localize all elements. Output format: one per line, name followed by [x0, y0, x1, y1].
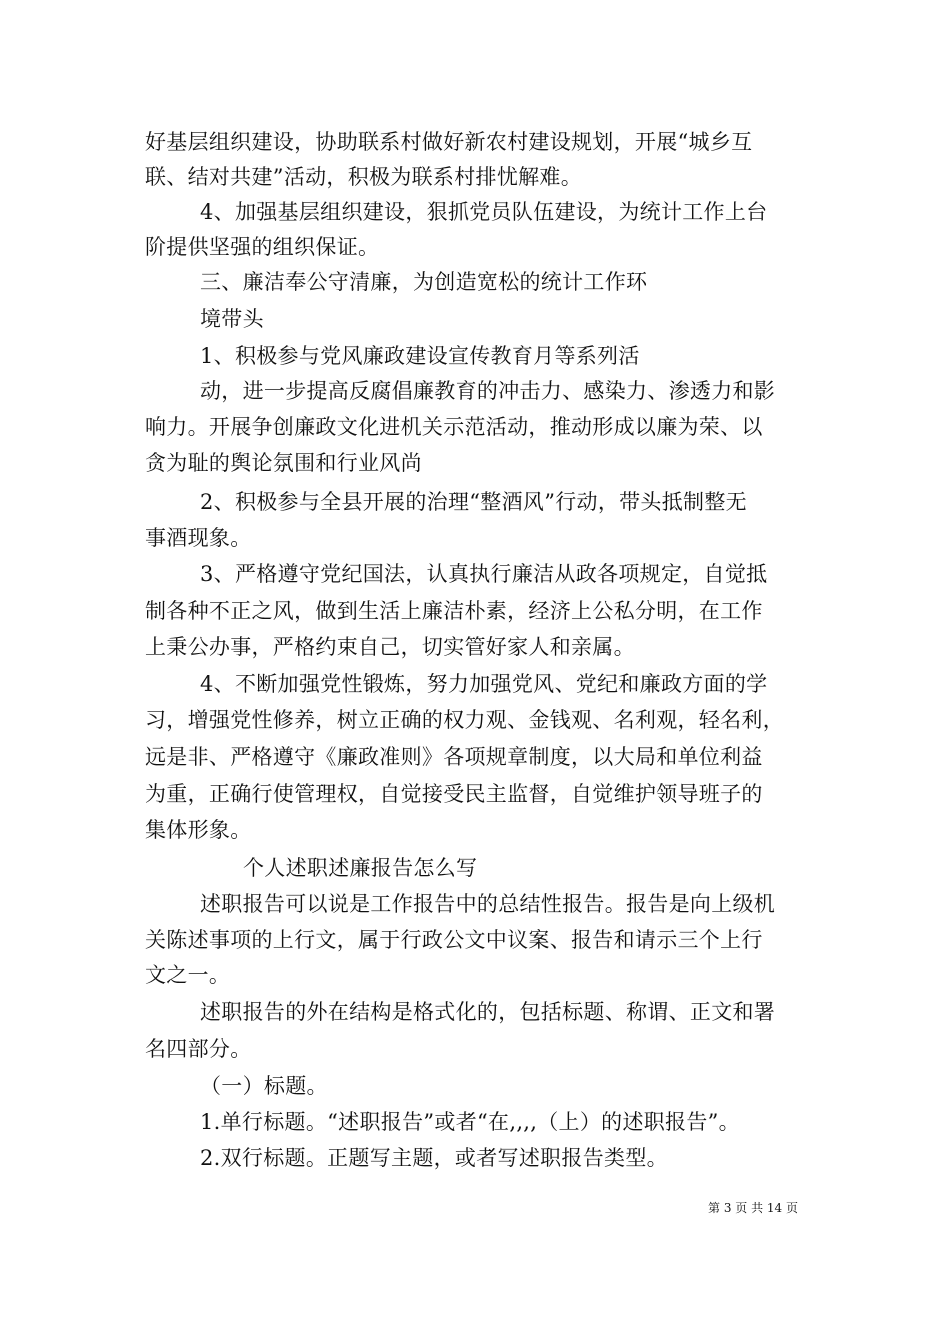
paragraph-line: 习，增强党性修养，树立正确的权力观、金钱观、名利观，轻名利，: [145, 708, 784, 732]
paragraph-line: 述职报告的外在结构是格式化的，包括标题、称谓、正文和署: [200, 1000, 776, 1024]
section-heading: 三、廉洁奉公守清廉，为创造宽松的统计工作环: [200, 270, 648, 294]
paragraph-line: 动，进一步提高反腐倡廉教育的冲击力、感染力、渗透力和影: [200, 379, 776, 403]
paragraph-line: 远是非、严格遵守《廉政准则》各项规章制度，以大局和单位利益: [145, 745, 763, 769]
paragraph-line: 4、不断加强党性锻炼，努力加强党风、党纪和廉政方面的学: [200, 672, 768, 696]
paragraph-line: 名四部分。: [145, 1037, 252, 1061]
paragraph-line: 文之一。: [145, 963, 231, 987]
article-title: 个人述职述廉报告怎么写: [243, 856, 478, 880]
subsection-heading: （一）标题。: [200, 1074, 328, 1098]
paragraph-line: 响力。开展争创廉政文化进机关示范活动，推动形成以廉为荣、以: [145, 415, 763, 439]
paragraph-line: 关陈述事项的上行文，属于行政公文中议案、报告和请示三个上行: [145, 928, 763, 952]
paragraph-line: 集体形象。: [145, 818, 252, 842]
paragraph-line: 贪为耻的舆论氛围和行业风尚: [145, 451, 422, 475]
paragraph-line: 好基层组织建设，协助联系村做好新农村建设规划，开展“城乡互: [145, 130, 753, 154]
section-heading: 境带头: [200, 307, 264, 331]
paragraph-line: 述职报告可以说是工作报告中的总结性报告。报告是向上级机: [200, 892, 776, 916]
paragraph-line: 联、结对共建”活动，积极为联系村排忧解难。: [145, 165, 583, 189]
paragraph-line: 阶提供坚强的组织保证。: [145, 235, 380, 259]
page-number-footer: 第 3 页 共 14 页: [708, 1201, 798, 1215]
paragraph-line: 1.单行标题。“述职报告”或者“在,,,,（上）的述职报告”。: [200, 1110, 740, 1134]
paragraph-line: 事酒现象。: [145, 526, 252, 550]
paragraph-line: 4、加强基层组织建设，狠抓党员队伍建设，为统计工作上台: [200, 200, 768, 224]
paragraph-line: 制各种不正之风，做到生活上廉洁朴素，经济上公私分明，在工作: [145, 599, 763, 623]
paragraph-line: 为重，正确行使管理权，自觉接受民主监督，自觉维护领导班子的: [145, 782, 763, 806]
paragraph-line: 1、积极参与党风廉政建设宣传教育月等系列活: [200, 344, 640, 368]
paragraph-line: 2、积极参与全县开展的治理“整酒风”行动，带头抵制整无: [200, 490, 747, 514]
paragraph-line: 上秉公办事，严格约束自己，切实管好家人和亲属。: [145, 635, 635, 659]
paragraph-line: 2.双行标题。正题写主题，或者写述职报告类型。: [200, 1146, 668, 1170]
paragraph-line: 3、严格遵守党纪国法，认真执行廉洁从政各项规定，自觉抵: [200, 562, 768, 586]
